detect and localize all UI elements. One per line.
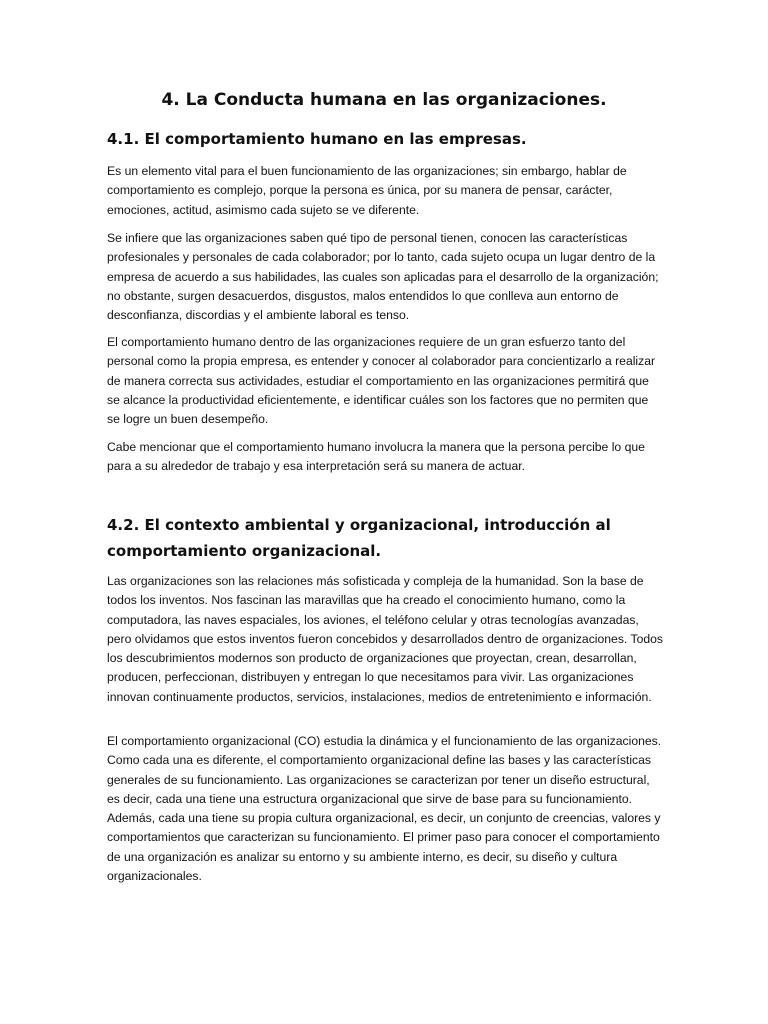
section-heading-4-1: 4.1. El comportamiento humano en las empresas. — [107, 130, 527, 148]
paragraph: El comportamiento humano dentro de las organizaciones requiere de un gran esfuerzo tanto del personal como la propia empresa, es entender y conocer al colaborador para concientizarlo a realizar de manera correcta sus actividades, estudiar el comportamiento en las organizaciones permitirá que se alcance la productividad eficientemente, e identificar cuáles son los factores que no permiten que se logre un buen desempeño. — [107, 335, 656, 427]
paragraph: Cabe mencionar que el comportamiento humano involucra la manera que la persona percibe lo que para a su alrededor de trabajo y esa interpretación será su manera de actuar. — [107, 440, 645, 474]
document-title: 4. La Conducta humana en las organizaciones. — [161, 90, 607, 110]
section-heading-4-2: 4.2. El contexto ambiental y organizacional, introducción al comportamiento organizacional. — [107, 516, 611, 560]
paragraph: Es un elemento vital para el buen funcionamiento de las organizaciones; sin embargo, hablar de comportamiento es complejo, porque la persona es única, por su manera de pensar, carácter, emociones, actitud, asimismo cada sujeto se ve diferente. — [107, 164, 627, 217]
paragraph: Se infiere que las organizaciones saben qué tipo de personal tienen, conocen las características profesionales y personales de cada colaborador; por lo tanto, cada sujeto ocupa un lugar dentro de la empresa de acuerdo a sus habilidades, las cuales son aplicadas para el desarrollo de la organización; no obstante, surgen desacuerdos, disgustos, malos entendidos lo que conlleva aun entorno de desconfianza, discordias y el ambiente laboral es tenso. — [107, 231, 659, 323]
paragraph: Las organizaciones son las relaciones más sofisticada y compleja de la humanidad. Son la base de todos los inventos. Nos fascinan las maravillas que ha creado el conocimiento humano, como la computadora, las naves espaciales, los aviones, el teléfono celular y otras tecnologías avanzadas, pero olvidamos que estos inventos fueron concebidos y desarrollados dentro de organizaciones. Todos los descubrimientos modernos son producto de organizaciones que proyectan, crean, desarrollan, producen, perfeccionan, distribuyen y entregan lo que necesitamos para vivir. Las organizaciones innovan continuamente productos, servicios, instalaciones, medios de entretenimiento e información. — [107, 574, 664, 704]
paragraph: El comportamiento organizacional (CO) estudia la dinámica y el funcionamiento de las organizaciones. Como cada una es diferente, el comportamiento organizacional define las bases y las características generales de su funcionamiento. Las organizaciones se caracterizan por tener un diseño estructural, es decir, cada una tiene una estructura organizacional que sirve de base para su funcionamiento. Además, cada una tiene su propia cultura organizacional, es decir, un conjunto de creencias, valores y comportamientos que caracterizan su funcionamiento. El primer paso para conocer el comportamiento de una organización es analizar su entorno y su ambiente interno, es decir, su diseño y cultura organizacionales. — [107, 734, 662, 884]
